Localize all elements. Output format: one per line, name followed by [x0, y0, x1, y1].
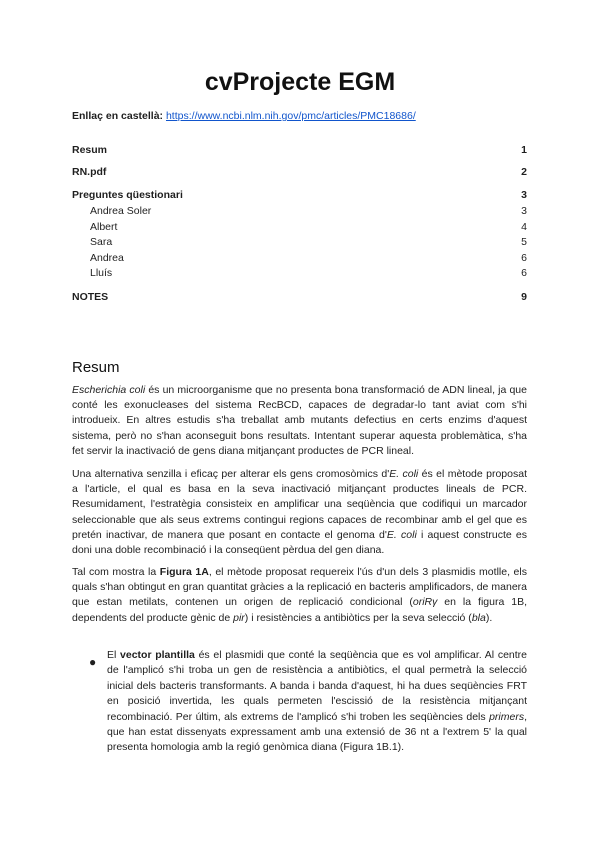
species-name: E. coli: [386, 528, 417, 541]
spanish-link-line: [72, 110, 416, 122]
toc-label: Andrea Soler: [90, 205, 152, 217]
document-title: cvProjecte EGM: [204, 68, 396, 96]
toc-item-notes[interactable]: [72, 291, 527, 305]
paragraph-text: ).: [485, 611, 493, 624]
toc-label: Preguntes qüestionari: [72, 189, 183, 201]
paragraph-2: [72, 467, 527, 558]
spanish-link-label: Enllaç en castellà:: [72, 110, 164, 122]
toc-label: RN.pdf: [72, 166, 107, 178]
pir-term: pir: [233, 611, 245, 624]
toc-subitem-andrea-soler[interactable]: [72, 205, 527, 219]
toc-page: 5: [521, 236, 527, 248]
spanish-article-link[interactable]: https://www.ncbi.nlm.nih.gov/pmc/articles/PMC18686/: [165, 110, 416, 122]
paragraph-text: és el mètode proposat a l'article, el qual es basa en la seva inactivació mitjançant productes lineals de PCR. Resumidament, l'estratègia consisteix en amplificar una seqüència que codifiqui un marcador seleccionable que als seus extrems contingui regions capaces de recombinar amb el gel que es pretén inactivar, de manera que posant en contacte el genoma d': [72, 468, 527, 541]
paragraph-text: és un microorganisme que no presenta bona transformació de ADN lineal, ja que conté les exonucleases del sistema RecBCD, capaces de degradar-lo tant aviat com s'hi introdueix. En altres estudis s'ha treballat amb mutants defectius en certs enzims d'aquest sistema, però no s'han aconseguit bons resultats. Intentant superar aquesta problemàtica, s'ha fet servir la inactivació de gens diana mitjançant productes de PCR lineal.: [72, 384, 527, 457]
paragraph-3: [72, 565, 527, 626]
section-heading: Resum: [72, 359, 120, 376]
paragraph-text: Una alternativa senzilla i eficaç per alterar els gens cromosòmics d': [72, 468, 390, 480]
toc-label: Resum: [72, 144, 108, 156]
toc-label: Lluís: [90, 267, 113, 279]
toc-page: 3: [521, 189, 527, 201]
figure-reference: Figura 1A: [159, 566, 209, 578]
toc-item-resum[interactable]: [72, 144, 527, 158]
toc-subitem-albert[interactable]: [72, 221, 527, 235]
ori-term: oriRγ: [412, 596, 438, 609]
toc-page: 1: [521, 144, 527, 156]
toc-label: Sara: [90, 236, 113, 248]
paragraph-text: ) i resistències a antibiòtics per la seva selecció (: [244, 611, 472, 624]
toc-page: 6: [521, 267, 527, 279]
paragraph-1: [72, 383, 527, 459]
toc-label: NOTES: [72, 291, 109, 303]
paragraph-text: , que han estat dissenyats expressament amb una extensió de 36 nt a l'extrem 5' la qual presenta homologia amb la regió genòmica diana (Figura 1B.1).: [107, 710, 527, 754]
paragraph-text: El: [107, 649, 121, 661]
toc-subitem-sara[interactable]: [72, 236, 527, 250]
bullet-icon: ●: [89, 655, 97, 669]
toc-item-rn-pdf[interactable]: [72, 166, 527, 180]
species-name: Escherichia coli: [72, 384, 146, 396]
toc-subitem-lluis[interactable]: [72, 267, 527, 281]
toc-page: 3: [521, 205, 527, 217]
bullet-paragraph: [107, 648, 527, 756]
paragraph-text: , el mètode proposat requereix l'ús d'un dels 3 plasmidis motlle, els quals s'han obtingut en gran quantitat gràcies a la replicació en bacteris amplificadors, de manera que estan metilats, contenen un origen de replicació condicional (: [72, 566, 527, 609]
paragraph-text: i aquest constructe es doni una doble recombinació i la conseqüent pèrdua del gen diana.: [72, 528, 527, 557]
toc-label: Andrea: [90, 252, 124, 264]
toc-page: 2: [521, 166, 527, 178]
paragraph-text: en la figura 1B, dependents del producte gènic de: [72, 596, 527, 624]
paragraph-text: és el plasmidi que conté la seqüència que es vol amplificar. Al centre de l'amplicó s'hi troba un gen de resistència a antibiòtics, el qual permetrà la selecció inicial dels bacteris transformants. A banda i banda d'aquest, hi ha dues seqüències FRT en posició invertida, les quals permeten l'escissió de la resistència mitjançant recombinació. Per últim, als extrems de l'amplicó s'hi troben les seqüències dels: [107, 649, 528, 723]
toc-subitem-andrea[interactable]: [72, 252, 527, 266]
paragraph-text: Tal com mostra la: [72, 566, 160, 578]
toc-label: Albert: [90, 221, 118, 233]
toc-page: 4: [521, 221, 527, 233]
bla-term: bla: [471, 611, 486, 624]
toc-page: 6: [521, 252, 527, 264]
primers-term: primers: [489, 710, 525, 723]
key-term: vector plantilla: [120, 649, 195, 661]
toc-page: 9: [521, 291, 527, 303]
toc-item-preguntes[interactable]: [72, 189, 527, 203]
species-name: E. coli: [389, 468, 419, 480]
